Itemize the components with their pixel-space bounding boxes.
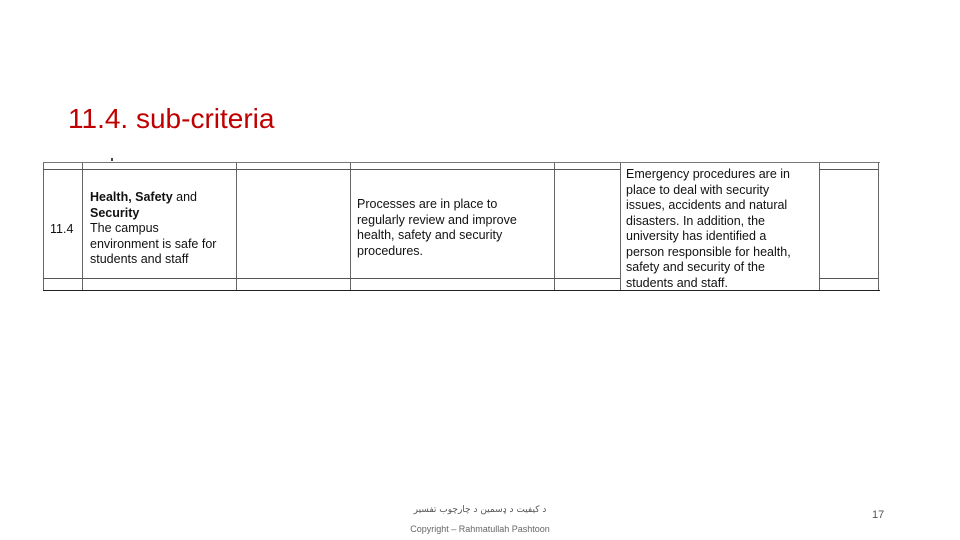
criterion-code: 11.4 — [50, 222, 74, 236]
process-cell — [357, 197, 552, 259]
emergency-line: safety and security of the — [626, 260, 765, 274]
emergency-line: students and staff. — [626, 275, 728, 290]
process-line: regularly review and improve — [357, 212, 517, 227]
criterion-cell — [90, 190, 235, 268]
emergency-line: Emergency procedures are in — [626, 167, 790, 181]
process-line: procedures. — [357, 243, 424, 258]
criterion-desc-line: The campus — [90, 221, 159, 235]
emergency-line: university has identified a — [626, 229, 767, 243]
criterion-desc-line: environment is safe for — [90, 236, 217, 251]
table-row-box-right — [819, 169, 878, 279]
criterion-title-line1: Health, Safety — [90, 190, 173, 204]
criterion-desc-line: students and staff — [90, 252, 189, 266]
criteria-table — [43, 162, 880, 291]
slide-title: 11.4. sub-criteria — [68, 103, 275, 134]
table-border-right — [878, 163, 879, 290]
emergency-cell — [626, 167, 818, 291]
emergency-line: disasters. In addition, the — [626, 213, 765, 228]
table-col-divider-5 — [620, 163, 621, 290]
footer-rtl-text: د کیفیت د ډسمین د چارچوب تفسیر — [413, 505, 547, 515]
process-line: Processes are in place to — [357, 197, 498, 211]
criterion-title-line2: Security — [90, 205, 140, 220]
emergency-line: person responsible for health, — [626, 244, 791, 259]
table-tick-mark — [111, 158, 113, 161]
criterion-title-and: and — [172, 190, 198, 204]
process-line: health, safety and security — [357, 228, 503, 242]
page-number: 17 — [872, 509, 885, 521]
footer-copyright: Copyright – Rahmatullah Pashtoon — [410, 524, 550, 534]
emergency-line: issues, accidents and natural — [626, 198, 788, 212]
emergency-line: place to deal with security — [626, 182, 770, 197]
